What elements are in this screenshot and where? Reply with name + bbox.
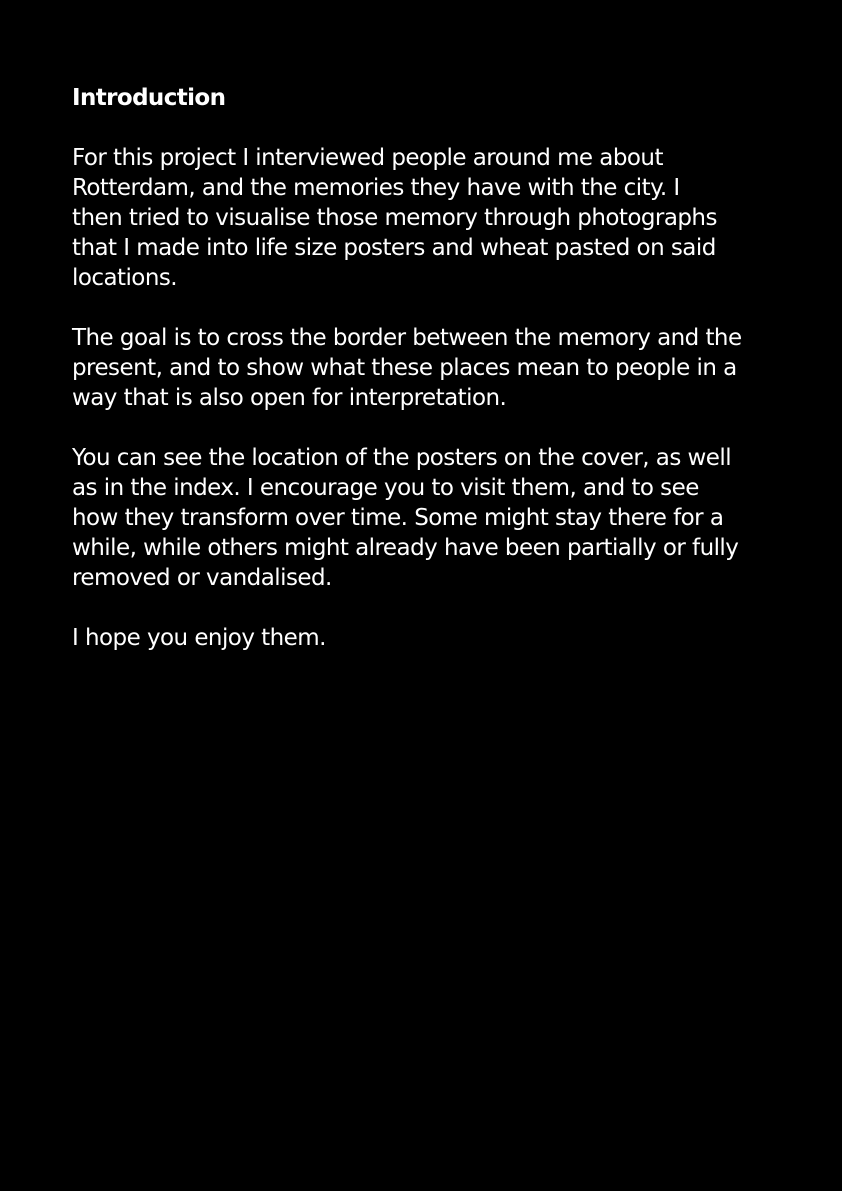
text-line: way that is also open for interpretation. xyxy=(72,385,507,411)
text-line: removed or vandalised. xyxy=(72,565,332,591)
introduction-section xyxy=(72,83,772,653)
text-line: as in the index. I encourage you to visit them, and to see xyxy=(72,475,699,501)
text-line: You can see the location of the posters on the cover, as well xyxy=(72,445,732,471)
text-line: while, while others might already have been partially or fully xyxy=(72,535,739,561)
text-line: locations. xyxy=(72,265,178,291)
text-line: I hope you enjoy them. xyxy=(72,625,326,651)
text-line: Rotterdam, and the memories they have with the city. I xyxy=(72,175,680,201)
text-line: present, and to show what these places mean to people in a xyxy=(72,355,737,381)
paragraph-closing xyxy=(72,623,772,653)
text-line: then tried to visualise those memory through photographs xyxy=(72,205,717,231)
paragraph-locations xyxy=(72,443,772,593)
text-line: how they transform over time. Some might stay there for a xyxy=(72,505,724,531)
section-heading: Introduction xyxy=(72,85,226,111)
paragraph-project-description xyxy=(72,143,772,293)
paragraph-goal xyxy=(72,323,772,413)
text-line: The goal is to cross the border between the memory and the xyxy=(72,325,742,351)
text-line: For this project I interviewed people around me about xyxy=(72,145,663,171)
text-line: that I made into life size posters and wheat pasted on said xyxy=(72,235,716,261)
